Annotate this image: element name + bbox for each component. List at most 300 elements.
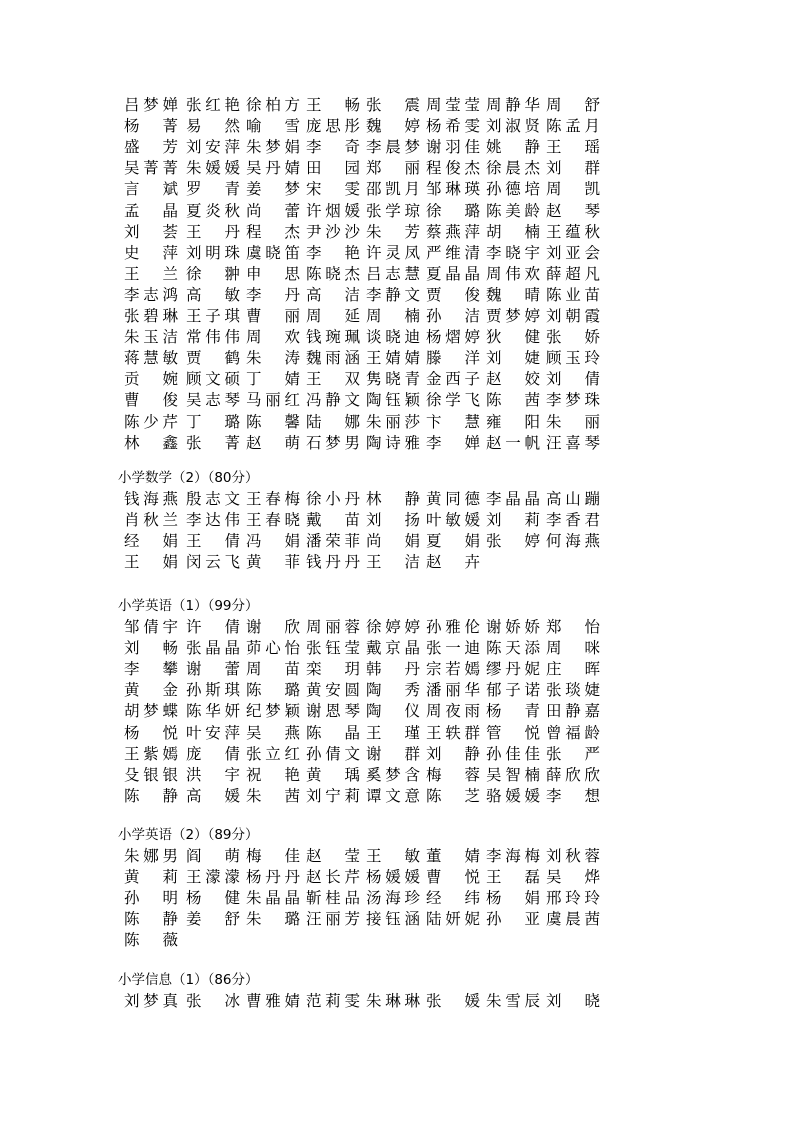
student-name: 王轶群	[426, 723, 480, 742]
student-name: 周莹莹	[426, 96, 480, 114]
name-row	[0, 390, 793, 411]
student-name: 潘丽华	[426, 681, 480, 700]
student-name: 孙 明	[124, 889, 178, 908]
student-name: 谢 群	[366, 744, 420, 763]
student-name: 徐柏方	[246, 96, 300, 114]
student-name: 贾 鹤	[186, 349, 240, 368]
student-name: 喻 雪	[246, 117, 300, 136]
student-name: 陈华妍	[186, 702, 240, 721]
student-name: 张一迪	[426, 639, 480, 658]
student-name: 金西子	[426, 370, 480, 389]
student-name: 李志鸿	[124, 285, 178, 304]
student-name: 王 双	[306, 370, 360, 389]
student-name: 薛欣欣	[546, 765, 600, 784]
student-name: 张钰莹	[306, 639, 360, 658]
name-row	[0, 201, 793, 222]
name-row	[0, 137, 793, 158]
student-name: 高 媛	[186, 786, 240, 805]
student-name: 刘 莉	[486, 511, 540, 530]
name-row	[0, 991, 793, 1012]
name-row	[0, 617, 793, 638]
student-name: 薛超凡	[546, 264, 600, 283]
student-name: 赵长芹	[306, 868, 360, 887]
student-name: 张 严	[546, 744, 600, 763]
student-name: 汪丽芳	[306, 910, 360, 929]
student-name: 黄安圆	[306, 681, 360, 700]
student-name: 王 洁	[366, 553, 420, 572]
student-name: 徐学飞	[426, 391, 480, 410]
student-name: 陶 仪	[366, 702, 420, 721]
student-name: 叶敏媛	[426, 511, 480, 530]
student-name: 宋 雯	[306, 180, 360, 199]
student-name: 刘秋蓉	[546, 847, 600, 865]
student-name: 李 艳	[306, 243, 360, 262]
student-name: 刘 扬	[366, 511, 420, 530]
student-name: 田 园	[306, 159, 360, 178]
student-name: 祝 艳	[246, 765, 300, 784]
name-row	[0, 285, 793, 306]
student-name: 吴智楠	[486, 765, 540, 784]
student-name: 石梦男	[306, 433, 360, 452]
student-name: 史 萍	[124, 243, 178, 262]
name-row	[0, 158, 793, 179]
name-row	[0, 243, 793, 264]
student-name: 肖秋兰	[124, 511, 178, 530]
student-name: 杨 娟	[486, 889, 540, 908]
name-row	[0, 867, 793, 888]
student-name: 朱 芳	[366, 222, 420, 241]
student-name: 刘 群	[546, 159, 600, 178]
student-name: 范莉雯	[306, 992, 360, 1010]
student-name: 张 冰	[186, 992, 240, 1010]
student-name: 李 攀	[124, 660, 178, 679]
student-name: 杨丹丹	[246, 868, 300, 887]
student-name: 徐婷婷	[366, 618, 420, 636]
name-row	[0, 846, 793, 867]
student-name: 张红艳	[186, 96, 240, 114]
student-name: 陈 晶	[306, 723, 360, 742]
student-name: 言 斌	[124, 180, 178, 199]
student-name: 曾福龄	[546, 723, 600, 742]
student-name: 魏 晴	[486, 285, 540, 304]
student-name: 赵 姣	[486, 370, 540, 389]
student-name: 钱丹丹	[306, 553, 360, 572]
student-name: 蒋慧敏	[124, 349, 178, 368]
student-name: 经 纬	[426, 889, 480, 908]
student-name: 李晶晶	[486, 490, 540, 508]
name-row	[0, 433, 793, 454]
student-name: 高 敏	[186, 285, 240, 304]
student-name: 洪 宇	[186, 765, 240, 784]
student-name: 张立红	[246, 744, 300, 763]
student-name: 田静嘉	[546, 702, 600, 721]
student-name: 杨媛媛	[366, 868, 420, 887]
student-name: 夏晶晶	[426, 264, 480, 283]
name-row	[0, 306, 793, 327]
student-name: 刘 倩	[546, 370, 600, 389]
student-name: 陆妍妮	[426, 910, 480, 929]
student-name: 李晓宇	[486, 243, 540, 262]
student-name: 周 欢	[246, 328, 300, 347]
student-name: 王濛濛	[186, 868, 240, 887]
student-name: 张琰婕	[546, 681, 600, 700]
student-name: 李海梅	[486, 847, 540, 865]
student-name: 王婧婧	[366, 349, 420, 368]
student-name: 何海燕	[546, 532, 600, 551]
student-name: 许烟媛	[306, 201, 360, 220]
student-name: 徐小丹	[306, 490, 360, 508]
student-name: 贾 俊	[426, 285, 480, 304]
student-name: 冯 娟	[246, 532, 300, 551]
student-name: 潘荣菲	[306, 532, 360, 551]
name-row	[0, 489, 793, 510]
student-name: 杨 青	[486, 702, 540, 721]
student-name: 朱晶晶	[246, 889, 300, 908]
student-name: 宗若嫣	[426, 660, 480, 679]
student-name: 李香君	[546, 511, 600, 530]
name-row	[0, 930, 793, 951]
student-name: 郑 丽	[366, 159, 420, 178]
student-name: 韩 丹	[366, 660, 420, 679]
student-name: 张 婷	[486, 532, 540, 551]
name-row	[0, 348, 793, 369]
student-name: 黄 瑀	[306, 765, 360, 784]
section-heading: 小学信息（1）（86分）	[118, 972, 259, 988]
student-name: 张晶晶	[186, 639, 240, 658]
student-name: 吕梦婵	[124, 96, 178, 114]
student-name: 吴 燕	[246, 723, 300, 742]
student-name: 林 鑫	[124, 433, 178, 452]
student-name: 李 婵	[426, 433, 480, 452]
student-name: 陶 秀	[366, 681, 420, 700]
student-name: 李晨梦	[366, 138, 420, 157]
student-name: 胡梦蝶	[124, 702, 178, 721]
student-name: 孙斯琪	[186, 681, 240, 700]
student-name: 顾文硕	[186, 370, 240, 389]
student-name: 周 苗	[246, 660, 300, 679]
student-name: 刘亚会	[546, 243, 600, 262]
student-name: 黄 菲	[246, 553, 300, 572]
name-row	[0, 95, 793, 116]
student-name: 谢恩琴	[306, 702, 360, 721]
student-name: 朱娜男	[124, 847, 178, 865]
student-name: 陈天添	[486, 639, 540, 658]
student-name: 朱琳琳	[366, 992, 420, 1010]
student-name: 谭文意	[366, 786, 420, 805]
student-name: 张 菁	[186, 433, 240, 452]
student-name: 吴菁菁	[124, 159, 178, 178]
student-name: 陈少芹	[124, 412, 178, 431]
name-row	[0, 369, 793, 390]
student-name: 夏 娟	[426, 532, 480, 551]
student-name: 李梦珠	[546, 391, 600, 410]
student-name: 朱 涛	[246, 349, 300, 368]
name-row	[0, 701, 793, 722]
student-name: 汪喜琴	[546, 433, 600, 452]
student-name: 谢 蕾	[186, 660, 240, 679]
name-row	[0, 909, 793, 930]
student-name: 吕志慧	[366, 264, 420, 283]
student-name: 冯静文	[306, 391, 360, 410]
student-name: 谈晓迪	[366, 328, 420, 347]
student-name: 魏雨涵	[306, 349, 360, 368]
student-name: 谢 欣	[246, 618, 300, 636]
student-name: 李 丹	[246, 285, 300, 304]
student-name: 孙倩文	[306, 744, 360, 763]
student-name: 徐 翀	[186, 264, 240, 283]
student-name: 吴志琴	[186, 391, 240, 410]
student-name: 刘宁莉	[306, 786, 360, 805]
name-row	[0, 531, 793, 552]
student-name: 陈 茜	[486, 391, 540, 410]
student-name: 王 畅	[306, 96, 360, 114]
student-name: 缪丹妮	[486, 660, 540, 679]
student-name: 朱 璐	[246, 910, 300, 929]
student-name: 夏炎秋	[186, 201, 240, 220]
student-name: 邹琳瑛	[426, 180, 480, 199]
student-name: 钱海燕	[124, 490, 178, 508]
student-name: 王 倩	[186, 532, 240, 551]
student-name: 接钰涵	[366, 910, 420, 929]
student-name: 刘 静	[426, 744, 480, 763]
student-name: 张 娇	[546, 328, 600, 347]
student-name: 姚 静	[486, 138, 540, 157]
student-name: 杨熠婷	[426, 328, 480, 347]
student-name: 陈 静	[124, 910, 178, 929]
student-name: 林 静	[366, 490, 420, 508]
student-name: 卞 慧	[426, 412, 480, 431]
student-name: 朱媛媛	[186, 159, 240, 178]
student-name: 尚 蕾	[246, 201, 300, 220]
student-name: 董 婧	[426, 847, 480, 865]
student-name: 丁 婧	[246, 370, 300, 389]
student-name: 王 敏	[366, 847, 420, 865]
student-name: 易 然	[186, 117, 240, 136]
student-name: 纪梦颖	[246, 702, 300, 721]
student-name: 滕 洋	[426, 349, 480, 368]
student-name: 陈孟月	[546, 117, 600, 136]
student-name: 贡 婉	[124, 370, 178, 389]
student-name: 靳桂品	[306, 889, 360, 908]
student-name: 刘淑贤	[486, 117, 540, 136]
student-name: 蔡燕萍	[426, 222, 480, 241]
student-name: 刘 畅	[124, 639, 178, 658]
name-row	[0, 510, 793, 531]
student-name: 经 娟	[124, 532, 178, 551]
name-row	[0, 659, 793, 680]
student-name: 徐 璐	[426, 201, 480, 220]
student-name: 邹倩宇	[124, 618, 178, 636]
name-row	[0, 412, 793, 433]
student-name: 陈业苗	[546, 285, 600, 304]
name-row	[0, 680, 793, 701]
student-name: 王 磊	[486, 868, 540, 887]
student-name: 赵 卉	[426, 553, 480, 572]
student-name: 郑 怡	[546, 618, 600, 636]
student-name: 王子琪	[186, 307, 240, 325]
student-name: 高 洁	[306, 285, 360, 304]
student-name: 周静华	[486, 96, 540, 114]
student-name: 虞晓笛	[246, 243, 300, 262]
student-name: 陈 静	[124, 786, 178, 805]
name-row	[0, 638, 793, 659]
student-name: 曹 丽	[246, 307, 300, 325]
student-name: 刘安萍	[186, 138, 240, 157]
student-name: 杨 菁	[124, 117, 178, 136]
student-name: 朱雪辰	[486, 992, 540, 1010]
student-name: 严维清	[426, 243, 480, 262]
student-name: 殷志文	[186, 490, 240, 508]
student-name: 隽晓青	[366, 370, 420, 389]
student-name: 赵 莹	[306, 847, 360, 865]
student-name: 李达伟	[186, 511, 240, 530]
student-name: 朱 丽	[546, 412, 600, 431]
student-name: 曹雅婧	[246, 992, 300, 1010]
student-name: 王 瑶	[546, 138, 600, 157]
student-name: 张学琼	[366, 201, 420, 220]
student-name: 盛 芳	[124, 138, 178, 157]
student-name: 王春晓	[246, 511, 300, 530]
student-name: 张 震	[366, 96, 420, 114]
student-name: 周夜雨	[426, 702, 480, 721]
student-name: 戴京晶	[366, 639, 420, 658]
student-name: 顾玉玲	[546, 349, 600, 368]
student-name: 朱丽莎	[366, 412, 420, 431]
name-row	[0, 765, 793, 786]
student-name: 陈 璐	[246, 681, 300, 700]
student-name: 骆媛媛	[486, 786, 540, 805]
student-name: 狄 健	[486, 328, 540, 347]
student-name: 孟 晶	[124, 201, 178, 220]
student-name: 周 延	[306, 307, 360, 325]
student-name: 陈美龄	[486, 201, 540, 220]
student-name: 刘 荟	[124, 222, 178, 241]
student-name: 谢娇娇	[486, 618, 540, 636]
student-name: 姜 舒	[186, 910, 240, 929]
name-row	[0, 552, 793, 573]
student-name: 李 奇	[306, 138, 360, 157]
student-name: 赵 萌	[246, 433, 300, 452]
student-name: 雍 阳	[486, 412, 540, 431]
name-row	[0, 179, 793, 200]
student-name: 许灵凤	[366, 243, 420, 262]
student-name: 王 瑾	[366, 723, 420, 742]
student-name: 刘梦真	[124, 992, 178, 1010]
student-name: 王春梅	[246, 490, 300, 508]
student-name: 陆 娜	[306, 412, 360, 431]
student-name: 王蕴秋	[546, 222, 600, 241]
student-name: 孙德培	[486, 180, 540, 199]
student-name: 高山蹦	[546, 490, 600, 508]
student-name: 黄 金	[124, 681, 178, 700]
student-name: 王紫嫣	[124, 744, 178, 763]
student-name: 周 咪	[546, 639, 600, 658]
student-name: 虞晨茜	[546, 910, 600, 929]
student-name: 周 舒	[546, 96, 600, 114]
student-name: 赵一帆	[486, 433, 540, 452]
student-name: 钱琬珮	[306, 328, 360, 347]
name-row	[0, 888, 793, 909]
student-name: 孙 亚	[486, 910, 540, 929]
student-name: 陶钰颖	[366, 391, 420, 410]
student-name: 姜 梦	[246, 180, 300, 199]
student-name: 马丽红	[246, 391, 300, 410]
student-name: 申 思	[246, 264, 300, 283]
student-name: 陈 芝	[426, 786, 480, 805]
student-name: 邢玲玲	[546, 889, 600, 908]
section-heading: 小学英语（1）（99分）	[118, 598, 259, 614]
student-name: 庞 倩	[186, 744, 240, 763]
student-name: 殳银银	[124, 765, 178, 784]
student-name: 茆心怡	[246, 639, 300, 658]
student-name: 庄 晖	[546, 660, 600, 679]
student-name: 刘明珠	[186, 243, 240, 262]
student-name: 杨希雯	[426, 117, 480, 136]
student-name: 丁 璐	[186, 412, 240, 431]
student-name: 梅 蓉	[426, 765, 480, 784]
student-name: 王 丹	[186, 222, 240, 241]
student-name: 朱玉洁	[124, 328, 178, 347]
student-name: 黄同德	[426, 490, 480, 508]
student-name: 周丽蓉	[306, 618, 360, 636]
student-name: 孙 洁	[426, 307, 480, 325]
student-name: 刘朝霞	[546, 307, 600, 325]
student-name: 曹 悦	[426, 868, 480, 887]
student-name: 庞思彤	[306, 117, 360, 136]
student-name: 李静文	[366, 285, 420, 304]
student-name: 闵云飞	[186, 553, 240, 572]
student-name: 梅 佳	[246, 847, 300, 865]
student-name: 张碧琳	[124, 307, 178, 325]
student-name: 郁子诺	[486, 681, 540, 700]
student-name: 孙佳佳	[486, 744, 540, 763]
student-name: 邵凯月	[366, 180, 420, 199]
student-name: 徐晨杰	[486, 159, 540, 178]
student-name: 栾 玥	[306, 660, 360, 679]
student-name: 黄 莉	[124, 868, 178, 887]
student-name: 吴丹婧	[246, 159, 300, 178]
student-name: 程 杰	[246, 222, 300, 241]
student-name: 尚 娟	[366, 532, 420, 551]
name-row	[0, 222, 793, 243]
student-name: 叶安萍	[186, 723, 240, 742]
name-row	[0, 327, 793, 348]
student-name: 刘 晓	[546, 992, 600, 1010]
student-name: 孙雅伦	[426, 618, 480, 636]
student-name: 朱 茜	[246, 786, 300, 805]
student-name: 阎 萌	[186, 847, 240, 865]
student-name: 陈 馨	[246, 412, 300, 431]
student-name: 戴 苗	[306, 511, 360, 530]
name-row	[0, 723, 793, 744]
student-name: 陈晓杰	[306, 264, 360, 283]
student-name: 管 悦	[486, 723, 540, 742]
student-name: 周伟欢	[486, 264, 540, 283]
student-name: 朱梦娟	[246, 138, 300, 157]
student-name: 杨 健	[186, 889, 240, 908]
student-name: 周 凯	[546, 180, 600, 199]
student-name: 赵 琴	[546, 201, 600, 220]
name-row	[0, 116, 793, 137]
student-name: 周 楠	[366, 307, 420, 325]
name-row	[0, 744, 793, 765]
student-name: 许 倩	[186, 618, 240, 636]
student-name: 李 想	[546, 786, 600, 805]
section-heading: 小学数学（2）（80分）	[118, 470, 259, 486]
name-row	[0, 264, 793, 285]
student-name: 王 兰	[124, 264, 178, 283]
student-name: 汤海珍	[366, 889, 420, 908]
